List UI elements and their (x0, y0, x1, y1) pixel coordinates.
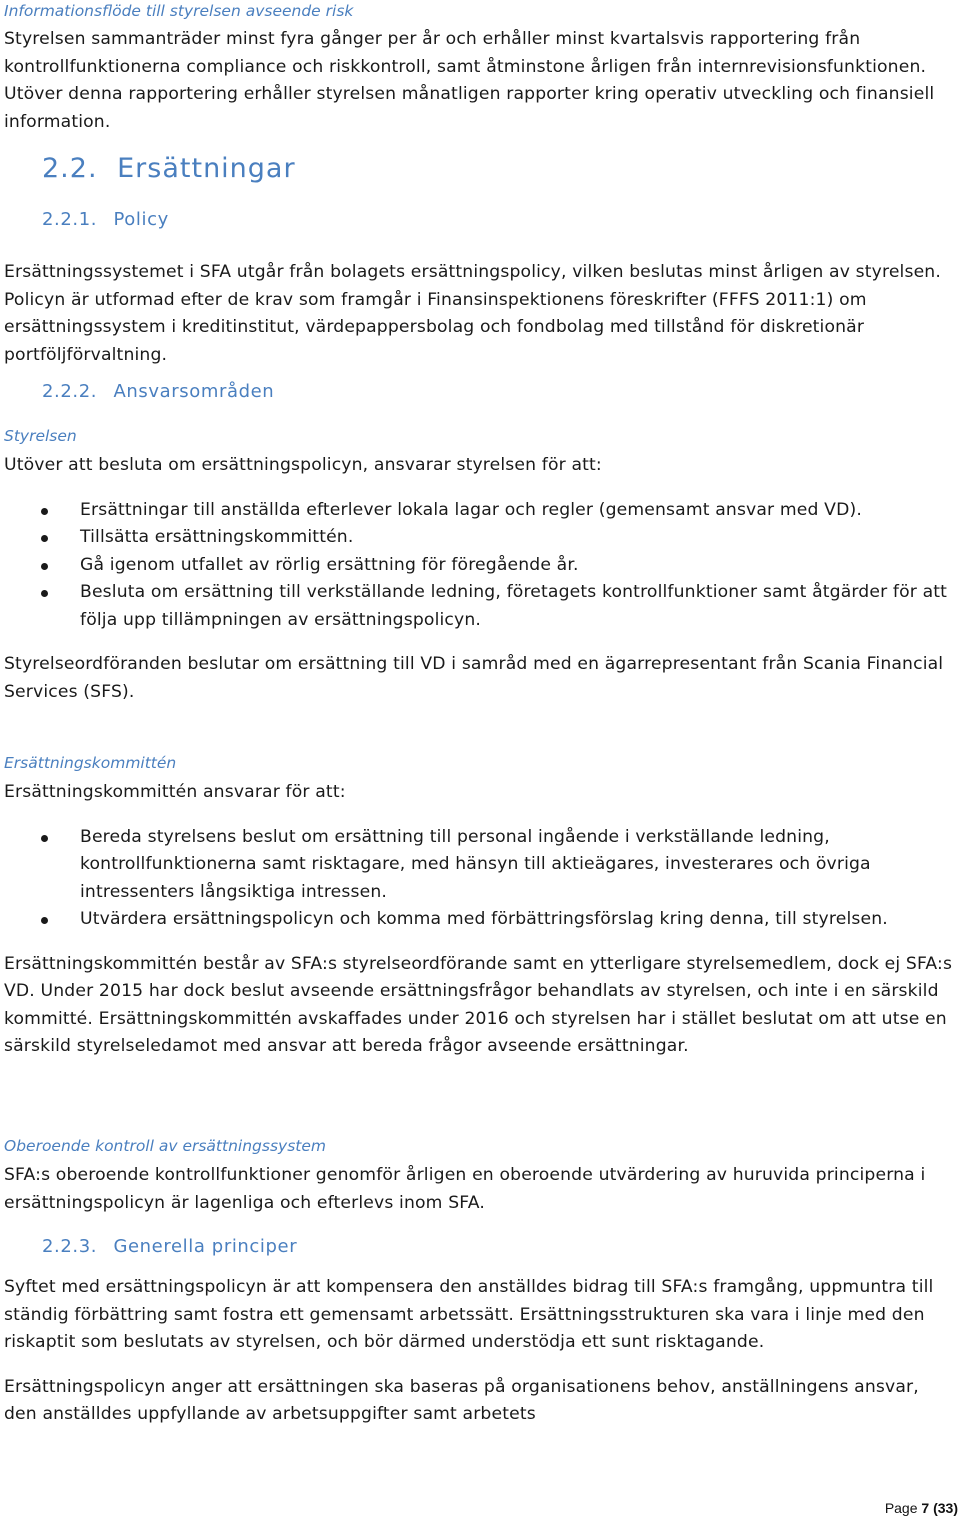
info-flow-section (4, 0, 956, 136)
committee-bullet-list (4, 824, 956, 934)
committee-heading: Ersättningskommittén (4, 754, 177, 772)
independent-control-paragraph: SFA:s oberoende kontrollfunktioner genomför årligen en oberoende utvärdering av huruvida principerna i ersättningspolicyn är lagenliga och efterlevs inom SFA. (4, 1165, 926, 1213)
board-heading: Styrelsen (4, 427, 77, 445)
subsection-number: 2.2.2. (42, 381, 98, 402)
board-intro: Utöver att besluta om ersättningspolicyn, ansvarar styrelsen för att: (4, 455, 602, 475)
independent-control-subsection (4, 1136, 956, 1217)
bullet-icon (41, 835, 48, 842)
section-heading-ersattningar (4, 152, 956, 186)
subsection-number: 2.2.3. (42, 1236, 98, 1257)
page-total: (33) (933, 1500, 958, 1516)
section-title: Ersättningar (117, 153, 296, 184)
subsection-title: Policy (113, 209, 169, 230)
list-item: Ersättningar till anställda efterlever lokala lagar och regler (gemensamt ansvar med VD). (4, 497, 956, 525)
subsection-number: 2.2.1. (42, 209, 98, 230)
bullet-icon (41, 535, 48, 542)
section-number: 2.2. (42, 153, 98, 184)
committee-paragraph: Ersättningskommittén består av SFA:s styrelseordförande samt en ytterligare styrelsemedlem, dock ej SFA:s VD. Under 2015 har dock beslut avseende ersättningsfrågor behandlats av styrelsen, och inte i en särskild kommitté. Ersättningskommittén avskaffades under 2016 och styrelsen har i stället beslutat om att utse en särskild styrelseledamot med ansvar att bereda frågor avseende ersättningar. (4, 953, 953, 1056)
bullet-icon (41, 590, 48, 597)
policy-section (4, 208, 956, 369)
committee-subsection (4, 753, 956, 1061)
list-item: Bereda styrelsens beslut om ersättning till personal ingående i verkställande ledning, kontrollfunktionerna samt risktagare, med hänsyn till aktieägares, investerares och övriga intressenters långsiktiga intressen. (4, 824, 956, 907)
principles-paragraph-1: Syftet med ersättningspolicyn är att kompensera den anställdes bidrag till SFA:s framgång, uppmuntra till ständig förbättring samt fostra ett gemensamt arbetssätt. Ersättningsstrukturen ska vara i linje med den riskaptit som beslutats av styrelsen, och bör därmed understödja ett sunt risktagande. (4, 1277, 934, 1352)
list-item: Utvärdera ersättningspolicyn och komma med förbättringsförslag kring denna, till styrelsen. (4, 906, 956, 934)
bullet-icon (41, 563, 48, 570)
page-footer (885, 1500, 958, 1516)
policy-paragraph: Ersättningssystemet i SFA utgår från bolagets ersättningspolicy, vilken beslutas minst årligen av styrelsen. Policyn är utformad efter de krav som framgår i Finansinspektionens föreskrifter (FFFS 2011:1) om ersättningssystem i kreditinstitut, värdepappersbolag och fondbolag med tillstånd för diskretionär portföljförvaltning. (4, 262, 941, 365)
subsection-title: Generella principer (113, 1236, 298, 1257)
board-subsection (4, 426, 956, 706)
principles-paragraph-2: Ersättningspolicyn anger att ersättningen ska baseras på organisationens behov, anställningens ansvar, den anställdes uppfyllande av arbetsuppgifter samt arbetets (4, 1376, 919, 1424)
list-item: Tillsätta ersättningskommittén. (4, 524, 956, 552)
page-number: 7 (921, 1500, 930, 1516)
list-item: Gå igenom utfallet av rörlig ersättning för föregående år. (4, 552, 956, 580)
info-flow-heading: Informationsflöde till styrelsen avseende risk (4, 2, 354, 20)
committee-intro: Ersättningskommittén ansvarar för att: (4, 782, 346, 802)
page-label: Page (884, 1500, 918, 1516)
list-item: Besluta om ersättning till verkställande ledning, företagets kontrollfunktioner samt åtgärder för att följa upp tillämpningen av ersättningspolicyn. (4, 579, 956, 634)
principles-section (4, 1235, 956, 1429)
bullet-icon (41, 508, 48, 515)
responsibilities-section (4, 380, 956, 404)
board-bullet-list (4, 497, 956, 635)
bullet-icon (41, 917, 48, 924)
chair-paragraph: Styrelseordföranden beslutar om ersättning till VD i samråd med en ägarrepresentant från Scania Financial Services (SFS). (4, 654, 944, 702)
subsection-title: Ansvarsområden (113, 381, 275, 402)
info-flow-paragraph: Styrelsen sammanträder minst fyra gånger per år och erhåller minst kvartalsvis rapportering från kontrollfunktionerna compliance och riskkontroll, samt åtminstone årligen från internrevisionsfunktionen. Utöver denna rapportering erhåller styrelsen månatligen rapporter kring operativ utveckling och finansiell information. (4, 29, 935, 132)
independent-control-heading: Oberoende kontroll av ersättningssystem (4, 1137, 326, 1155)
